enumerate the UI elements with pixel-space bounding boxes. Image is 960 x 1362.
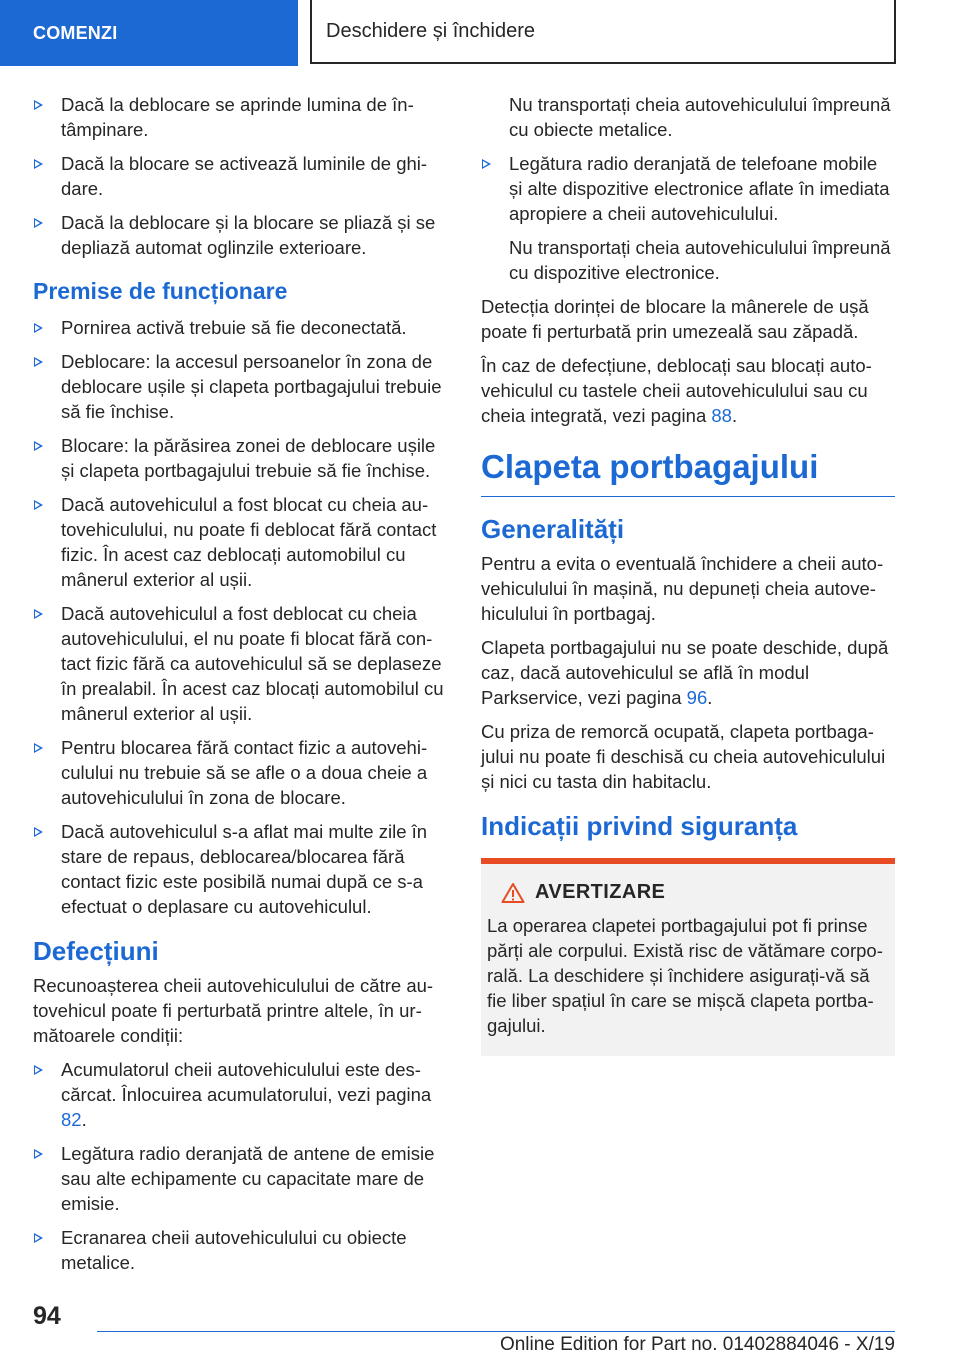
left-column (33, 92, 453, 1284)
continued-note: Nu transportați cheia autovehiculului împreună cu obiecte metalice. (509, 94, 891, 140)
paragraph-defectiune: În caz de defecțiune, deblocați sau blocați autovehiculul cu tastele cheii autovehiculului sau cu cheia integrată, vezi pagina 88. (481, 355, 872, 426)
list-item: Acumulatorul cheii autovehiculului este descărcat. Înlocuirea acumulatorului, vezi pagina 82. (33, 1057, 453, 1132)
paragraph-gen-3: Cu priza de remorcă ocupată, clapeta portbagajului nu poate fi deschisă cu cheia autovehiculului și nici cu tasta din habitaclu. (481, 721, 886, 792)
bullet-triangle-icon (34, 609, 43, 619)
defectiuni-heading: Defecțiuni (33, 936, 159, 966)
bullet-triangle-icon (34, 323, 43, 333)
right-column (481, 92, 895, 1056)
bullet-triangle-icon (34, 357, 43, 367)
chapter-title: Deschidere și închidere (310, 0, 896, 64)
page-link-88[interactable]: 88 (711, 405, 732, 426)
bullet-triangle-icon (34, 159, 43, 169)
list-item: Legătura radio deranjată de telefoane mobile și alte dispozitive electronice aflate în imediata apropiere a cheii autovehiculului. (481, 151, 895, 226)
bullet-triangle-icon (34, 1065, 43, 1075)
defectiuni-list (33, 1057, 453, 1275)
list-item: Dacă la blocare se activează luminile de ghidare. (33, 151, 453, 201)
list-item: Dacă la deblocare se aprinde lumina de întâmpinare. (33, 92, 453, 142)
bullet-triangle-icon (34, 827, 43, 837)
bullet-triangle-icon (34, 100, 43, 110)
bullet-triangle-icon (34, 1233, 43, 1243)
indicatii-heading: Indicații privind siguranța (481, 811, 798, 841)
list-item: Dacă autovehiculul s-a aflat mai multe zile în stare de repaus, deblocarea/blocarea fără contact fizic este posibilă numai după ce s-a efectuat o deplasare cu autovehiculul. (33, 819, 453, 919)
continued-note: Nu transportați cheia autovehiculului împreună cu dispozitive electronice. (509, 237, 891, 283)
premise-list (33, 315, 453, 919)
footer-divider (97, 1331, 895, 1332)
warning-box (481, 858, 895, 1056)
bullet-triangle-icon (482, 159, 491, 169)
page-link-96[interactable]: 96 (686, 687, 708, 708)
bullet-triangle-icon (34, 218, 43, 228)
paragraph-gen-1: Pentru a evita o eventuală închidere a cheii autovehiculului în mașină, nu depuneți cheia autovehiculului în portbagaj. (481, 553, 884, 624)
page-header (0, 0, 960, 66)
list-item: Blocare: la părăsirea zonei de deblocare ușile și clapeta portbagajului trebuie să fie închise. (33, 433, 453, 483)
bullet-triangle-icon (34, 1149, 43, 1159)
page-link-82[interactable]: 82 (61, 1109, 82, 1130)
page-number: 94 (33, 1302, 61, 1330)
footer-edition: Online Edition for Part no. 01402884046 - X/19 (499, 1334, 895, 1355)
warning-title: AVERTIZARE (535, 881, 666, 903)
clapeta-heading: Clapeta portbagajului (481, 448, 895, 497)
bullet-triangle-icon (34, 500, 43, 510)
generalitati-heading: Generalități (481, 514, 625, 544)
bullet-triangle-icon (34, 743, 43, 753)
warning-triangle-icon (501, 882, 525, 904)
list-item: Dacă autovehiculul a fost blocat cu cheia autovehiculului, nu poate fi deblocat fără contact fizic. În acest caz deblocați automobilul cu mânerul exterior al ușii. (33, 492, 453, 592)
paragraph-gen-2: Clapeta portbagajului nu se poate deschide, după caz, dacă autovehiculul se află în modul Parkservice, vezi pagina 96. (481, 637, 889, 708)
list-item: Ecranarea cheii autovehiculului cu obiecte metalice. (33, 1225, 453, 1275)
list-item: Legătura radio deranjată de antene de emisie sau alte echipamente cu capacitate mare de emisie. (33, 1141, 453, 1216)
warning-text: La operarea clapetei portbagajului pot fi prinse părți ale corpului. Există risc de vătămare corporală. La deschidere și închidere asigurați-vă să fie liber spațiul în care se mișcă clapeta portbagajului. (487, 915, 883, 1036)
bullet-list-top (33, 92, 453, 260)
list-item: Pornirea activă trebuie să fie deconectată. (33, 315, 453, 340)
paragraph-detectie: Detecția dorinței de blocare la mânerele de ușă poate fi perturbată prin umezeală sau zăpadă. (481, 296, 869, 342)
list-item: Dacă autovehiculul a fost deblocat cu cheia autovehiculului, el nu poate fi blocat fără contact fizic fără ca autovehiculul să se deplaseze în prealabil. În acest caz blocați automobilul cu mânerul exterior al ușii. (33, 601, 453, 726)
bullet-triangle-icon (34, 441, 43, 451)
list-item: Pentru blocarea fără contact fizic a autovehiculului nu trebuie să se afle o a doua cheie a autovehiculului în zona de blocare. (33, 735, 453, 810)
section-tab: COMENZI (0, 0, 298, 66)
premise-heading: Premise de funcționare (33, 278, 288, 304)
defectiuni-intro: Recunoașterea cheii autovehiculului de către autovehicul poate fi perturbată printre altele, în următoarele condiții: (33, 975, 434, 1046)
list-item: Dacă la deblocare și la blocare se pliază și se depliază automat oglinzile exterioare. (33, 210, 453, 260)
list-item: Deblocare: la accesul persoanelor în zona de deblocare ușile și clapeta portbagajului trebuie să fie închise. (33, 349, 453, 424)
bullet-list-radio (481, 151, 895, 226)
